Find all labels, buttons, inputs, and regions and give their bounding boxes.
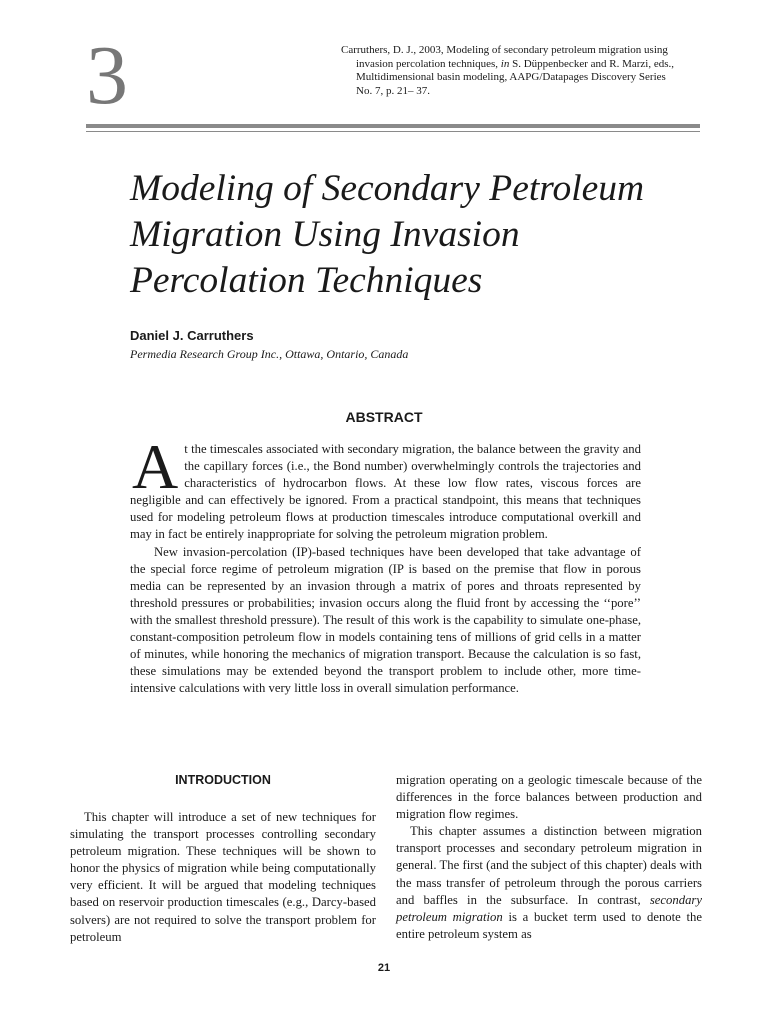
- abstract-paragraph-1: At the timescales associated with secondary migration, the balance between the gravity and the capillary forces (i.e., the Bond number) overwhelmingly controls the trajectories and characteristics of hydrocarbon flows. At these low flow rates, viscous forces are negligible and can effectively be ignored. From a practical standpoint, this means that techniques used for modeling petroleum flows at production timescales introduce computational overkill and may in fact be entirely inappropriate for solving the petroleum migration problem.: [130, 431, 641, 542]
- citation: [341, 44, 711, 98]
- author-name: Daniel J. Carruthers: [130, 328, 254, 343]
- intro-paragraph-3: This chapter assumes a distinction between migration transport processes and secondary petroleum migration in general. The first (and the subject of this chapter) deals with the mass transfer of petroleum through the porous carriers and baffles in the subsurface. In contrast, secondary petroleum migration is a bucket term used to denote the entire petroleum system as: [396, 824, 703, 941]
- citation-line-3: Multidimensional basin modeling, AAPG/Datapages Discovery Series: [356, 71, 666, 83]
- header-rule-thick: [86, 124, 700, 128]
- citation-line-1: Carruthers, D. J., 2003, Modeling of secondary petroleum migration using: [341, 44, 668, 56]
- title-line-1: Modeling of Secondary Petroleum: [130, 168, 645, 209]
- title-line-3: Percolation Techniques: [130, 260, 483, 301]
- abstract-paragraph-2: New invasion-percolation (IP)-based techniques have been developed that take advantage of the special force regime of petroleum migration (IP is based on the premise that flow in porous media can be represented by an invasion through a matrix of pores and throats represented by threshold pressures or probabilities; invasion occurs along the fluid front by accessing the ‘‘pore’’ with the smallest threshold pressure). The result of this work is the capability to simulate one-phase, constant-composition petroleum flow in models containing tens of millions of grid cells in a matter of minutes, while honoring the mechanics of migration transport. Because the calculation is so fast, these simulations may be extended beyond the transport problem to include other, more time-intensive calculations with very little loss in overall simulation performance.: [130, 544, 641, 696]
- author-affiliation: Permedia Research Group Inc., Ottawa, Ontario, Canada: [130, 347, 409, 361]
- citation-line-2: invasion percolation techniques, in S. Düppenbecker and R. Marzi, eds.,: [356, 57, 675, 70]
- intro-paragraph-2: migration operating on a geologic timescale because of the differences in the force balances between production and migration flow regimes.: [396, 773, 702, 822]
- abstract-heading: ABSTRACT: [345, 409, 423, 425]
- chapter-number: 3: [86, 29, 128, 122]
- right-column: [396, 772, 702, 943]
- header-rule-thin: [86, 131, 700, 132]
- title-line-2: Migration Using Invasion: [130, 214, 520, 255]
- abstract-body: [130, 431, 641, 697]
- citation-line-4: No. 7, p. 21– 37.: [356, 84, 430, 97]
- intro-paragraph-1: This chapter will introduce a set of new techniques for simulating the transport processes controlling secondary petroleum migration. These techniques will be shown to honor the physics of migration while being computationally very efficient. It will be argued that modeling techniques based on reservoir production timescales (e.g., Darcy-based solvers) are not required to solve the transport problem for petroleum: [70, 810, 376, 944]
- introduction-heading: INTRODUCTION: [175, 773, 271, 787]
- chapter-title: [130, 166, 710, 304]
- left-column: [70, 772, 376, 946]
- drop-cap: A: [132, 431, 179, 502]
- page-number: 21: [377, 962, 391, 974]
